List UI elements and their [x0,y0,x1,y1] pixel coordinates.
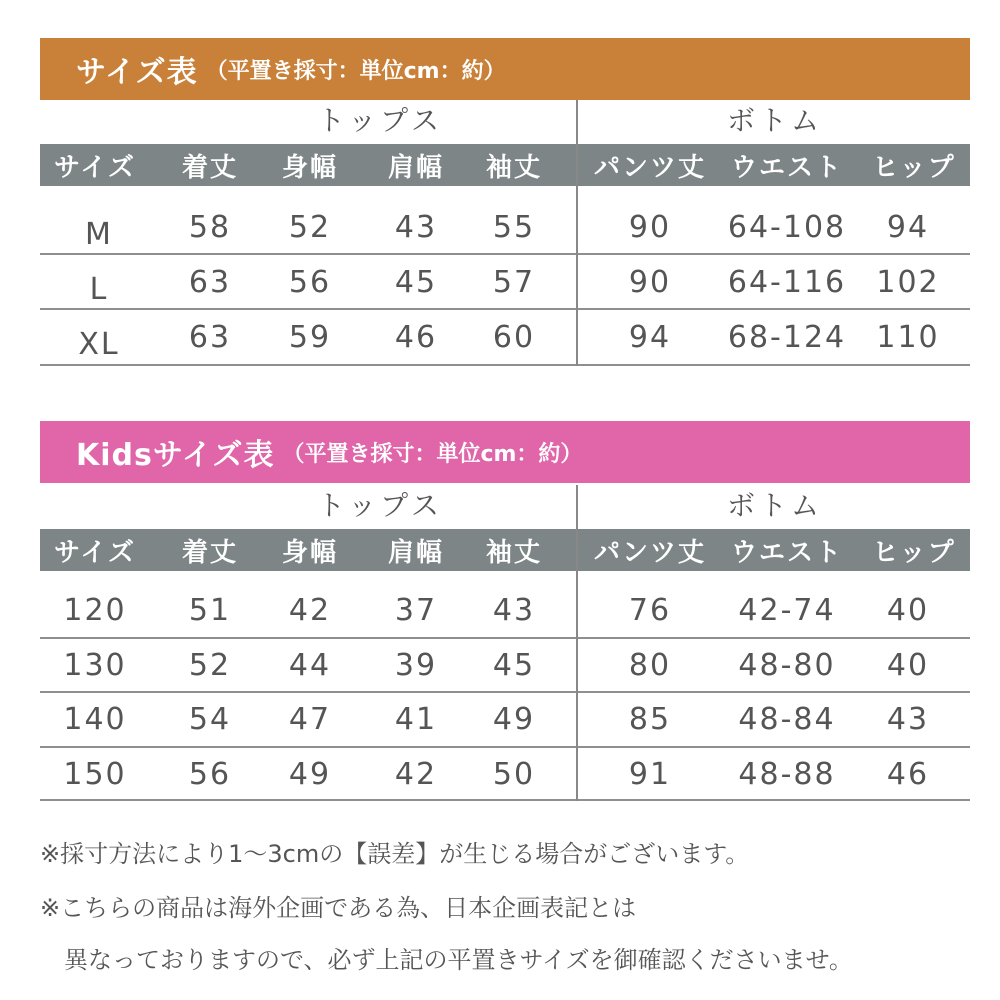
row-sleeve: 55 [492,209,536,245]
row-pants-length: 94 [628,319,672,355]
table-bottom-border [40,799,970,801]
kids-header-width: 身幅 [281,537,338,568]
row-waist: 64-116 [727,264,847,300]
adult-header-pants-length: パンツ丈 [593,152,706,183]
adult-header-size: サイズ [54,153,136,183]
row-width: 47 [288,701,332,737]
row-width: 52 [288,209,332,245]
row-pants-length: 76 [628,592,672,628]
kids-size-table [40,421,970,803]
adult-group-tops: トップス [316,104,444,137]
adult-banner-title: サイズ表 [76,55,198,90]
row-shoulder: 45 [394,264,438,300]
adult-header-hip: ヒップ [872,152,956,183]
row-waist: 68-124 [727,319,847,355]
kids-group-bottoms: ボトム [726,489,823,522]
row-sleeve: 50 [492,756,536,792]
adult-size-table [40,38,970,368]
row-sleeve: 60 [492,319,536,355]
row-sleeve: 45 [492,647,536,683]
row-shoulder: 37 [394,592,438,628]
table-row [40,583,970,637]
table-row [40,200,970,254]
kids-banner [40,421,970,483]
row-waist: 64-108 [727,209,847,245]
note-check-size: 異なっておりますので、必ず上記の平置きサイズを御確認くださいませ。 [40,946,853,974]
table-bottom-border [40,364,970,366]
row-length: 56 [188,756,232,792]
adult-header-row [40,144,970,186]
kids-header-waist: ウエスト [730,537,843,568]
kids-header-pants-length: パンツ丈 [593,537,706,568]
row-length: 63 [188,319,232,355]
row-pants-length: 80 [628,647,672,683]
row-sleeve: 49 [492,701,536,737]
adult-banner [40,38,970,100]
adult-header-width: 身幅 [281,152,338,183]
row-length: 51 [188,592,232,628]
row-size: 140 [63,701,127,737]
row-width: 42 [288,592,332,628]
table-row [40,692,970,746]
adult-banner-subtitle: （平置き採寸：単位cm：約） [205,58,506,84]
adult-group-row [40,100,970,142]
row-length: 63 [188,264,232,300]
row-size: 130 [63,647,127,683]
note-measurement-error: ※採寸方法により1〜3cmの【誤差】が生じる場合がございます。 [40,840,750,868]
adult-header-shoulder: 肩幅 [387,152,444,183]
row-size: 120 [63,592,127,628]
note-overseas-product: ※こちらの商品は海外企画である為、日本企画表記とは [40,894,637,922]
row-sleeve: 43 [492,592,536,628]
row-size: M [85,217,113,252]
row-pants-length: 91 [628,756,672,792]
tops-bottoms-divider [576,485,578,801]
row-length: 58 [188,209,232,245]
row-waist: 48-88 [738,756,836,792]
row-sleeve: 57 [492,264,536,300]
kids-header-row [40,529,970,571]
row-shoulder: 41 [394,701,438,737]
kids-header-length: 着丈 [181,537,238,568]
row-width: 44 [288,647,332,683]
row-size: 150 [63,756,127,792]
row-size: XL [78,327,120,362]
row-waist: 48-80 [738,647,836,683]
row-hip: 46 [886,756,930,792]
row-shoulder: 43 [394,209,438,245]
row-length: 52 [188,647,232,683]
kids-header-sleeve: 袖丈 [485,537,542,568]
row-hip: 43 [886,701,930,737]
table-row [40,310,970,364]
row-shoulder: 39 [394,647,438,683]
row-width: 56 [288,264,332,300]
tops-bottoms-divider [576,100,578,366]
kids-header-shoulder: 肩幅 [387,537,444,568]
row-pants-length: 90 [628,209,672,245]
kids-header-size: サイズ [54,537,136,568]
adult-header-sleeve: 袖丈 [485,152,542,183]
kids-banner-title: Kidsサイズ表 [76,438,275,473]
row-hip: 110 [876,319,940,355]
adult-header-waist: ウエスト [730,152,843,183]
row-hip: 102 [876,264,940,300]
kids-group-row [40,485,970,527]
row-shoulder: 46 [394,319,438,355]
kids-header-hip: ヒップ [872,537,956,568]
table-row [40,255,970,309]
row-shoulder: 42 [394,756,438,792]
row-width: 59 [288,319,332,355]
adult-group-bottoms: ボトム [726,104,823,137]
row-length: 54 [188,701,232,737]
row-hip: 40 [886,647,930,683]
row-width: 49 [288,756,332,792]
row-pants-length: 90 [628,264,672,300]
row-pants-length: 85 [628,701,672,737]
row-hip: 94 [886,209,930,245]
row-size: L [89,272,109,307]
row-waist: 42-74 [738,592,836,628]
kids-group-tops: トップス [316,489,444,522]
adult-header-length: 着丈 [181,152,238,183]
table-row [40,638,970,692]
table-row [40,747,970,801]
kids-banner-subtitle: （平置き採寸：単位cm：約） [282,441,583,467]
row-waist: 48-84 [738,701,836,737]
row-hip: 40 [886,592,930,628]
